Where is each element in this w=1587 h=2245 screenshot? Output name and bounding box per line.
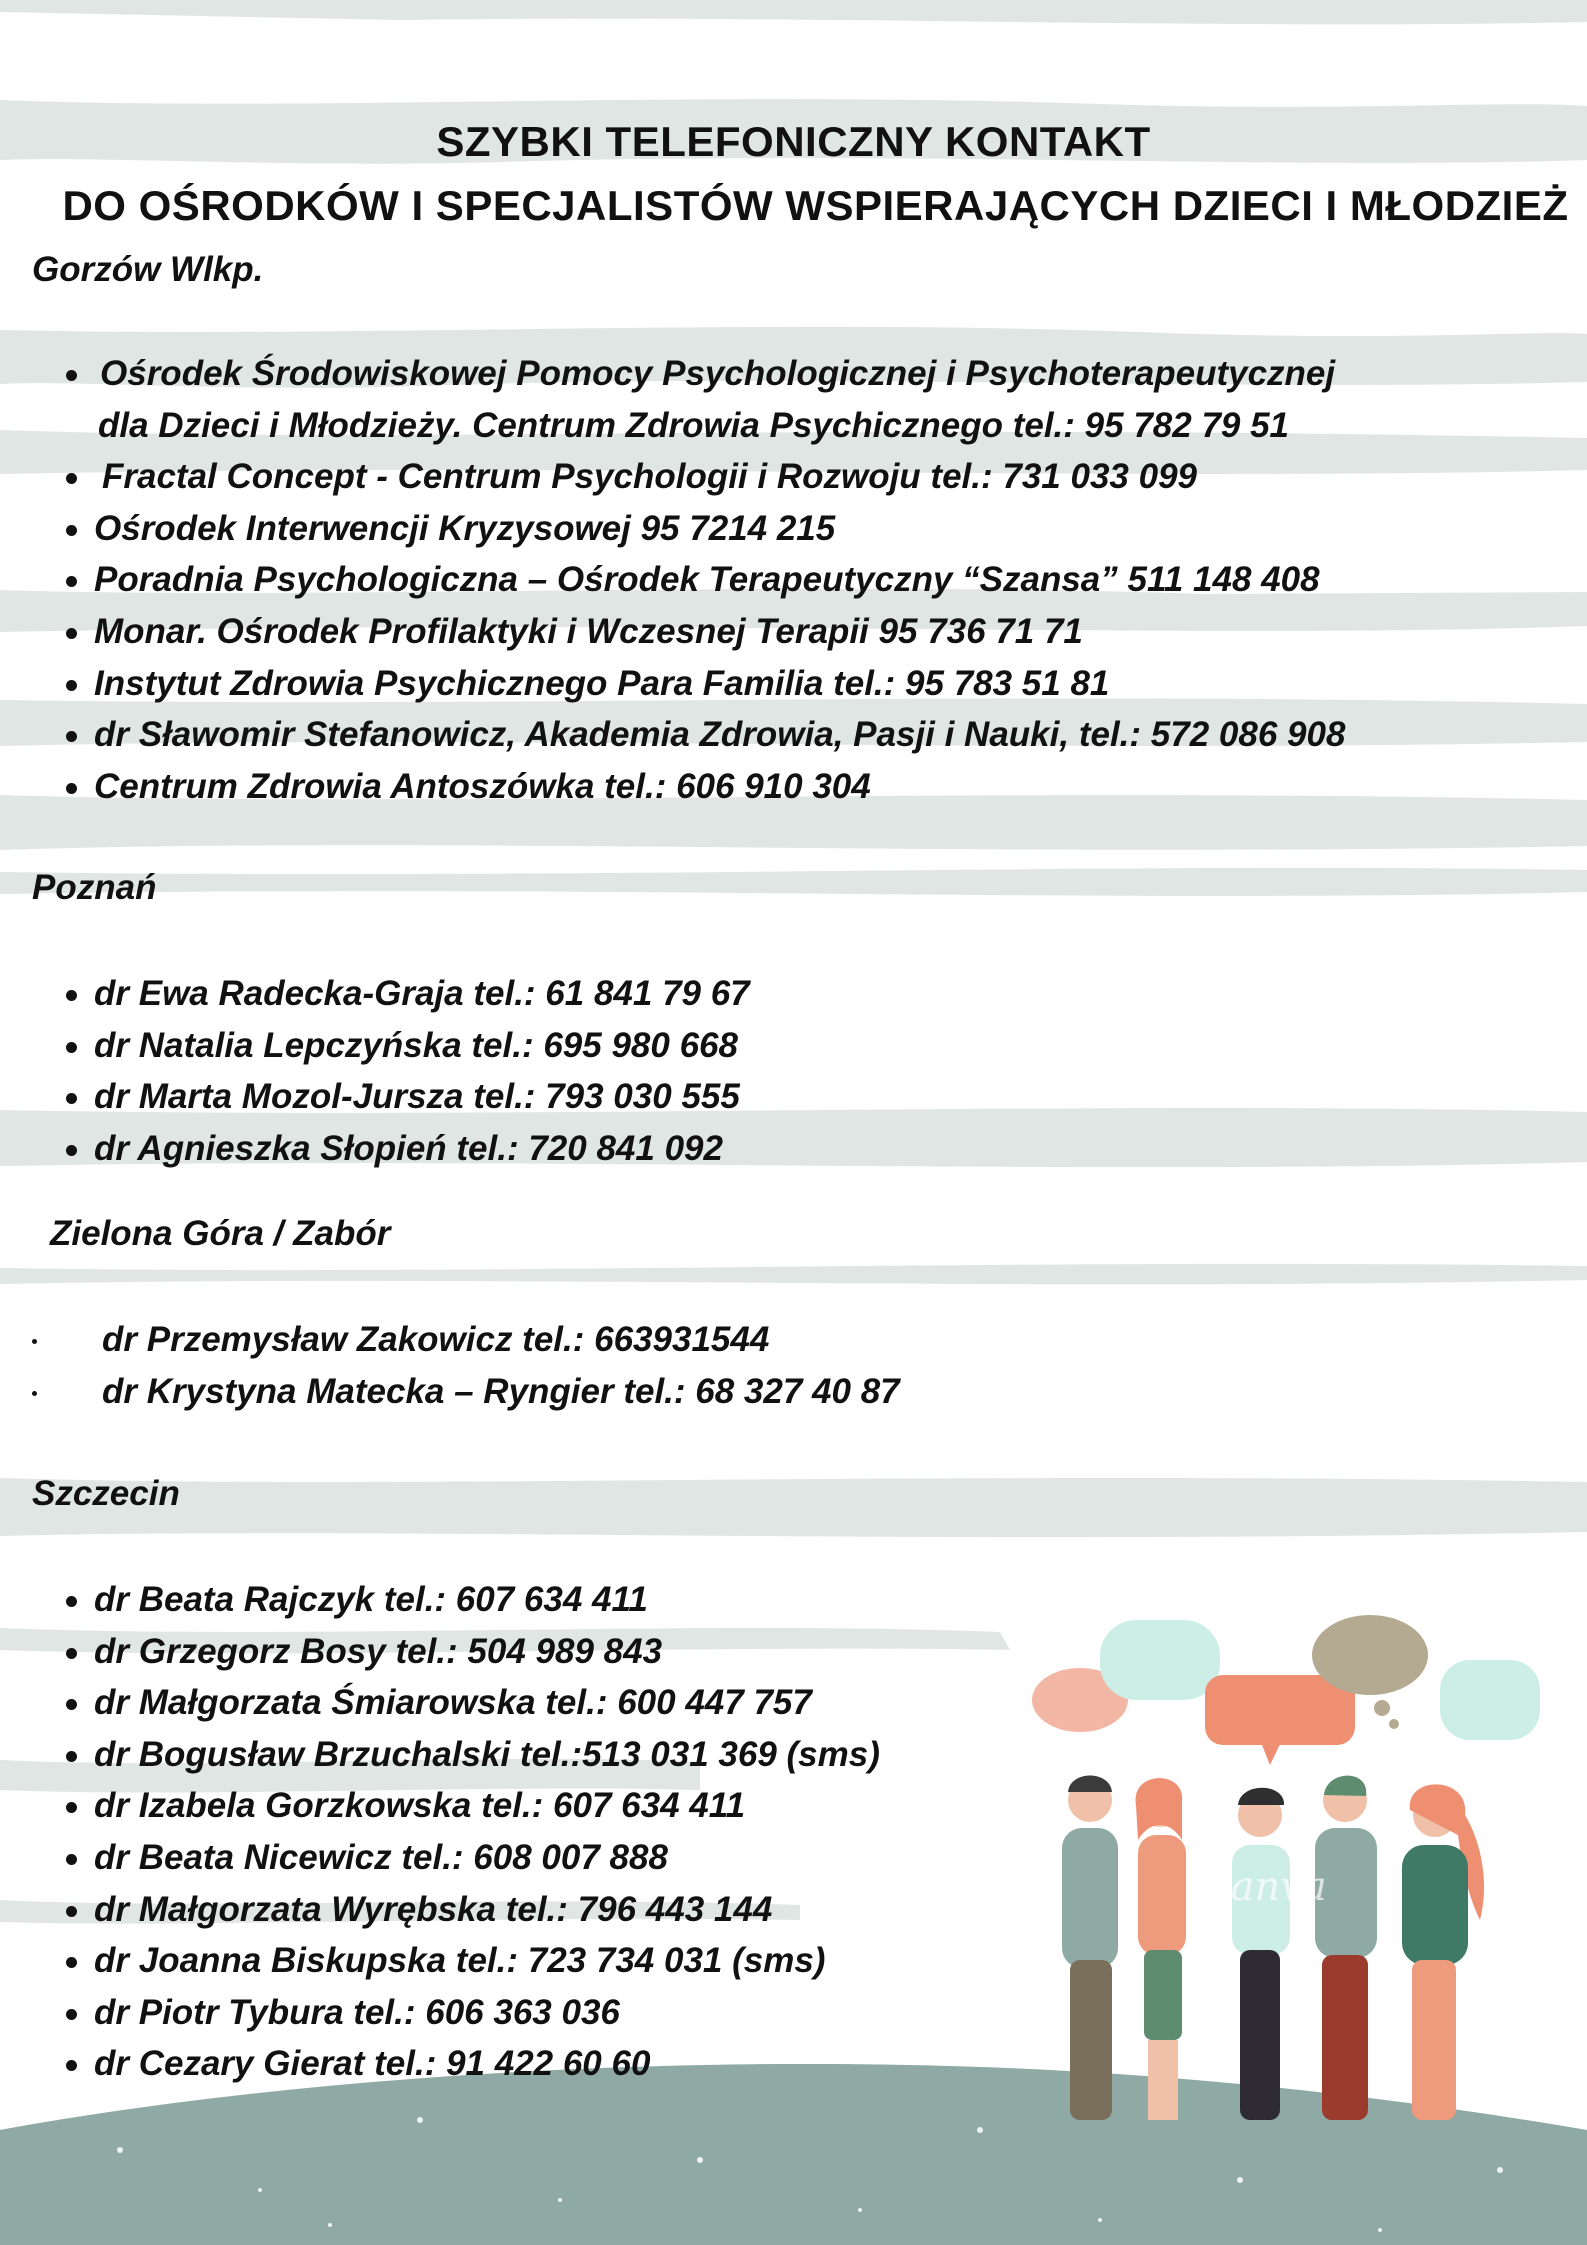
city-heading-gorzow: Gorzów Wlkp. — [32, 250, 264, 289]
list-item: dr Beata Nicewicz tel.: 608 007 888 — [32, 1832, 880, 1884]
list-szczecin — [32, 1574, 880, 2090]
list-item: dr Grzegorz Bosy tel.: 504 989 843 — [32, 1626, 880, 1678]
list-item: dr Sławomir Stefanowicz, Akademia Zdrowia, Pasji i Nauki, tel.: 572 086 908 — [32, 709, 1345, 761]
city-heading-poznan: Poznań — [32, 868, 157, 907]
city-heading-szczecin: Szczecin — [32, 1474, 180, 1513]
list-item: dr Piotr Tybura tel.: 606 363 036 — [32, 1987, 880, 2039]
list-item: dr Krystyna Matecka – Ryngier tel.: 68 327 40 87 — [32, 1366, 900, 1418]
city-heading-zielona-gora: Zielona Góra / Zabór — [50, 1214, 391, 1253]
list-item: Poradnia Psychologiczna – Ośrodek Terapeutyczny “Szansa” 511 148 408 — [32, 554, 1345, 606]
canva-watermark: Canva — [1200, 1864, 1327, 1910]
list-item-continuation: dla Dzieci i Młodzieży. Centrum Zdrowia Psychicznego tel.: 95 782 79 51 — [98, 405, 1290, 445]
title-line-2: DO OŚRODKÓW I SPECJALISTÓW WSPIERAJĄCYCH DZIECI I MŁODZIEŻ — [62, 182, 1569, 229]
list-item: Centrum Zdrowia Antoszówka tel.: 606 910 304 — [32, 761, 1345, 813]
list-item: dr Cezary Gierat tel.: 91 422 60 60 — [32, 2038, 880, 2090]
list-poznan — [32, 968, 750, 1174]
list-item: dr Małgorzata Wyrębska tel.: 796 443 144 — [32, 1884, 880, 1936]
list-item: dr Bogusław Brzuchalski tel.:513 031 369 (sms) — [32, 1729, 880, 1781]
list-item: Ośrodek Środowiskowej Pomocy Psychologicznej i Psychoterapeutycznej — [32, 348, 1345, 400]
list-item: dr Natalia Lepczyńska tel.: 695 980 668 — [32, 1020, 750, 1072]
list-item: dr Agnieszka Słopień tel.: 720 841 092 — [32, 1123, 750, 1175]
list-item: dr Joanna Biskupska tel.: 723 734 031 (sms) — [32, 1935, 880, 1987]
list-item: dr Przemysław Zakowicz tel.: 663931544 — [32, 1314, 900, 1366]
title-line-1: SZYBKI TELEFONICZNY KONTAKT — [436, 118, 1151, 165]
list-item: dr Beata Rajczyk tel.: 607 634 411 — [32, 1574, 880, 1626]
list-item: Instytut Zdrowia Psychicznego Para Familia tel.: 95 783 51 81 — [32, 658, 1345, 710]
list-item: dr Małgorzata Śmiarowska tel.: 600 447 757 — [32, 1677, 880, 1729]
list-item: Ośrodek Interwencji Kryzysowej 95 7214 215 — [32, 503, 1345, 555]
list-item: Fractal Concept - Centrum Psychologii i Rozwoju tel.: 731 033 099 — [32, 451, 1345, 503]
list-item: dr Ewa Radecka-Graja tel.: 61 841 79 67 — [32, 968, 750, 1020]
list-zielona-gora — [32, 1314, 900, 1417]
list-item: dr Izabela Gorzkowska tel.: 607 634 411 — [32, 1780, 880, 1832]
list-item: dr Marta Mozol-Jursza tel.: 793 030 555 — [32, 1071, 750, 1123]
list-item: Monar. Ośrodek Profilaktyki i Wczesnej Terapii 95 736 71 71 — [32, 606, 1345, 658]
list-gorzow — [32, 348, 1345, 812]
